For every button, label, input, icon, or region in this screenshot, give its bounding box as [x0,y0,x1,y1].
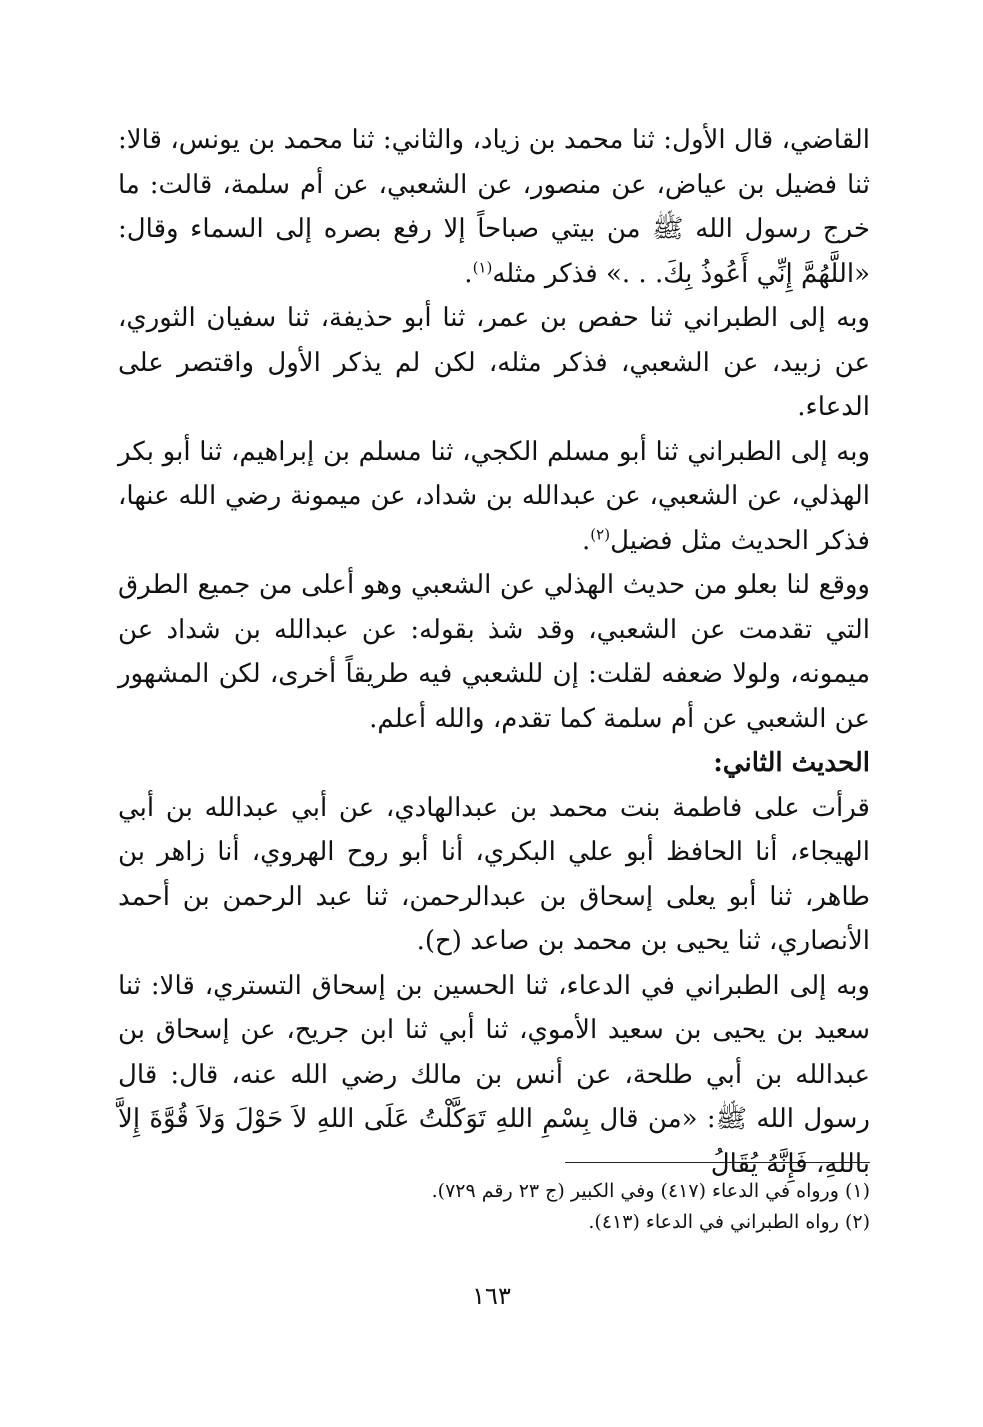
footnote-divider [565,1162,870,1163]
paragraph-3-end: . [582,525,591,556]
paragraph-3 [118,430,870,564]
footnote-1: (١) ورواه في الدعاء (٤١٧) وفي الكبير (ج ٢٣ رقم ٧٢٩). [431,1180,870,1202]
paragraph-3-text: وبه إلى الطبراني ثنا أبو مسلم الكجي، ثنا مسلم بن إبراهيم، ثنا أبو بكر الهذلي، عن الشعبي، عن عبدالله بن شداد، عن ميمونة رضي الله عنها، فذكر الحديث مثل فضيل [118,436,870,556]
paragraph-1 [118,118,870,296]
page-body [118,118,870,1186]
paragraph-6: وبه إلى الطبراني في الدعاء، ثنا الحسين بن إسحاق التستري، قالا: ثنا سعيد بن يحيى بن سعيد الأموي، ثنا أبي ثنا ابن جريح، عن إسحاق بن عبدالله بن أبي طلحة، عن أنس بن مالك رضي الله عنه، قال: قال رسول الله ﷺ: «من قال بِسْمِ اللهِ تَوَكَّلْتُ عَلَى اللهِ لاَ حَوْلَ وَلاَ قُوَّةَ إِلاَّ باللهِ، فَإِنَّهُ يُقَالُ [118,970,870,1179]
footnote-ref-1: (١) [472,257,493,276]
paragraph-2: وبه إلى الطبراني ثنا حفص بن عمر، ثنا أبو حذيفة، ثنا سفيان الثوري، عن زبيد، عن الشعبي، فذكر مثله، لكن لم يذكر الأول واقتصر على الدعاء. [118,303,870,422]
paragraph-1-end: . [464,258,473,289]
footnote-2: (٢) رواه الطبراني في الدعاء (٤١٣). [588,1211,870,1233]
paragraph-4: ووقع لنا بعلو من حديث الهذلي عن الشعبي وهو أعلى من جميع الطرق التي تقدمت عن الشعبي، وقد شذ بقوله: عن عبدالله بن شداد عن ميمونه، ولولا ضعفه لقلت: إن للشعبي فيه طريقاً أخرى، لكن المشهور عن الشعبي عن أم سلمة كما تقدم، والله أعلم. [118,570,870,734]
footnotes [130,1176,870,1238]
section-heading: الحديث الثاني: [713,748,870,778]
footnote-ref-2: (٢) [590,524,611,543]
page-number: ١٦٣ [472,1282,511,1310]
paragraph-1-text: القاضي، قال الأول: ثنا محمد بن زياد، والثاني: ثنا محمد بن يونس، قالا: ثنا فضيل بن عياض، عن منصور، عن الشعبي، عن أم سلمة، قالت: ما خرج رسول الله ﷺ من بيتي صباحاً إلا رفع بصره إلى السماء وقال: «اللَّهُمَّ إِنِّي أَعُوذُ بِكَ. . .» فذكر مثله [118,125,870,289]
paragraph-5: قرأت على فاطمة بنت محمد بن عبدالهادي، عن أبي عبدالله بن أبي الهيجاء، أنا الحافظ أبو علي البكري، أنا أبو روح الهروي، أنا زاهر بن طاهر، ثنا أبو يعلى إسحاق بن عبدالرحمن، ثنا عبد الرحمن بن أحمد الأنصاري، ثنا يحيى بن محمد بن صاعد (ح). [118,792,870,956]
